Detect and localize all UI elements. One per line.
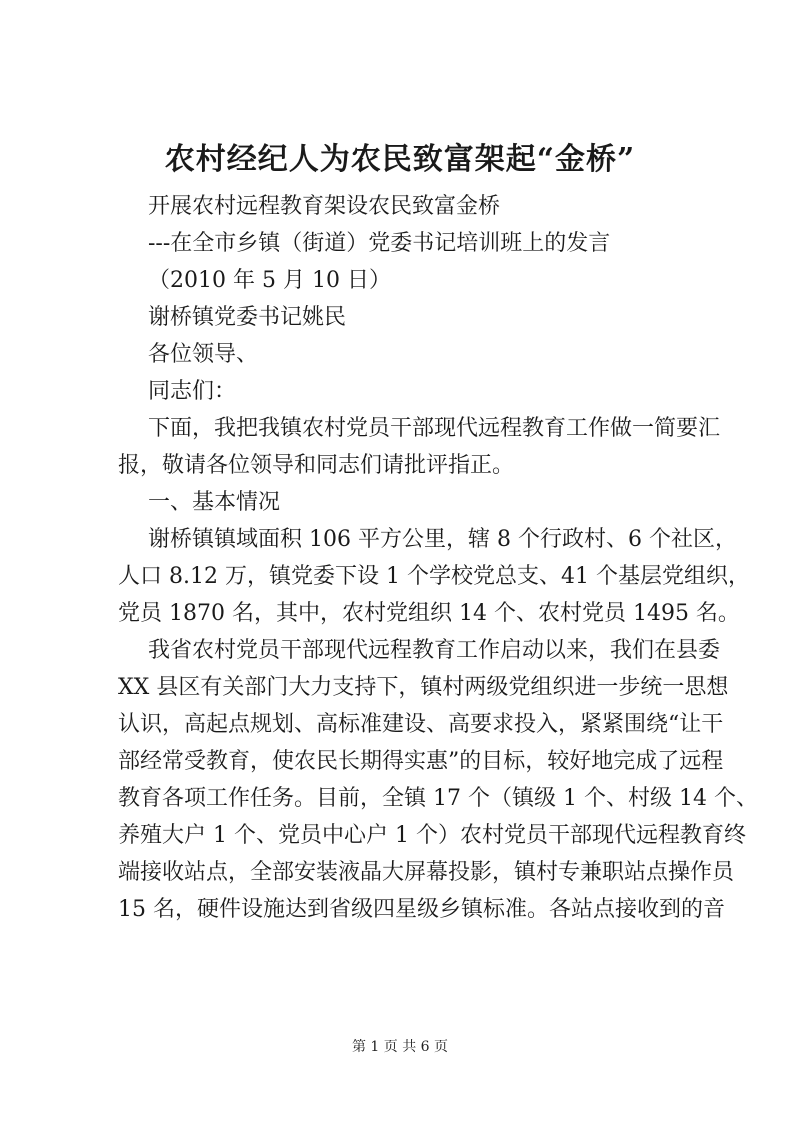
paragraph-line: 认识，高起点规划、高标准建设、高要求投入，紧紧围绕“让干 bbox=[118, 712, 724, 737]
paragraph-line: 报，敬请各位领导和同志们请批评指正。 bbox=[118, 453, 515, 478]
paragraph-line: 部经常受教育，使农民长期得实惠”的目标，较好地完成了远程 bbox=[118, 749, 724, 774]
document-body bbox=[118, 188, 758, 928]
paragraph-line: 养殖大户 1 个、党员中心户 1 个）农村党员干部现代远程教育终 bbox=[118, 823, 746, 848]
paragraph-line: 15 名，硬件设施达到省级四星级乡镇标准。各站点接收到的音 bbox=[118, 897, 725, 922]
paragraph-line: 教育各项工作任务。目前，全镇 17 个（镇级 1 个、村级 14 个、 bbox=[118, 786, 758, 811]
speaker-line: 谢桥镇党委书记姚民 bbox=[148, 305, 347, 330]
paragraph-line: 我省农村党员干部现代远程教育工作启动以来，我们在县委 bbox=[148, 638, 721, 663]
paragraph-line: 下面，我把我镇农村党员干部现代远程教育工作做一简要汇 bbox=[148, 416, 721, 441]
paragraph-line: 端接收站点，全部安装液晶大屏幕投影，镇村专兼职站点操作员 bbox=[118, 860, 735, 885]
salutation-line-1: 各位领导、 bbox=[148, 342, 259, 367]
paragraph-line: 谢桥镇镇域面积 106 平方公里，辖 8 个行政村、6 个社区， bbox=[148, 527, 737, 552]
paragraph-line: XX 县区有关部门大力支持下，镇村两级党组织进一步统一思想 bbox=[118, 675, 729, 700]
salutation-line-2: 同志们： bbox=[148, 379, 237, 404]
paragraph-line: 人口 8.12 万，镇党委下设 1 个学校党总支、41 个基层党组织， bbox=[118, 564, 750, 589]
section-heading: 一、基本情况 bbox=[148, 490, 281, 515]
paragraph-line: 党员 1870 名，其中，农村党组织 14 个、农村党员 1495 名。 bbox=[118, 601, 740, 626]
document-title: 农村经纪人为农民致富架起“金桥” bbox=[164, 142, 636, 177]
speech-occasion-line: ---在全市乡镇（街道）党委书记培训班上的发言 bbox=[148, 231, 611, 256]
subtitle-line: 开展农村远程教育架设农民致富金桥 bbox=[148, 194, 501, 219]
date-line: （2010 年 5 月 10 日） bbox=[148, 268, 391, 293]
page-footer: 第 1 页 共 6 页 bbox=[351, 1039, 449, 1055]
